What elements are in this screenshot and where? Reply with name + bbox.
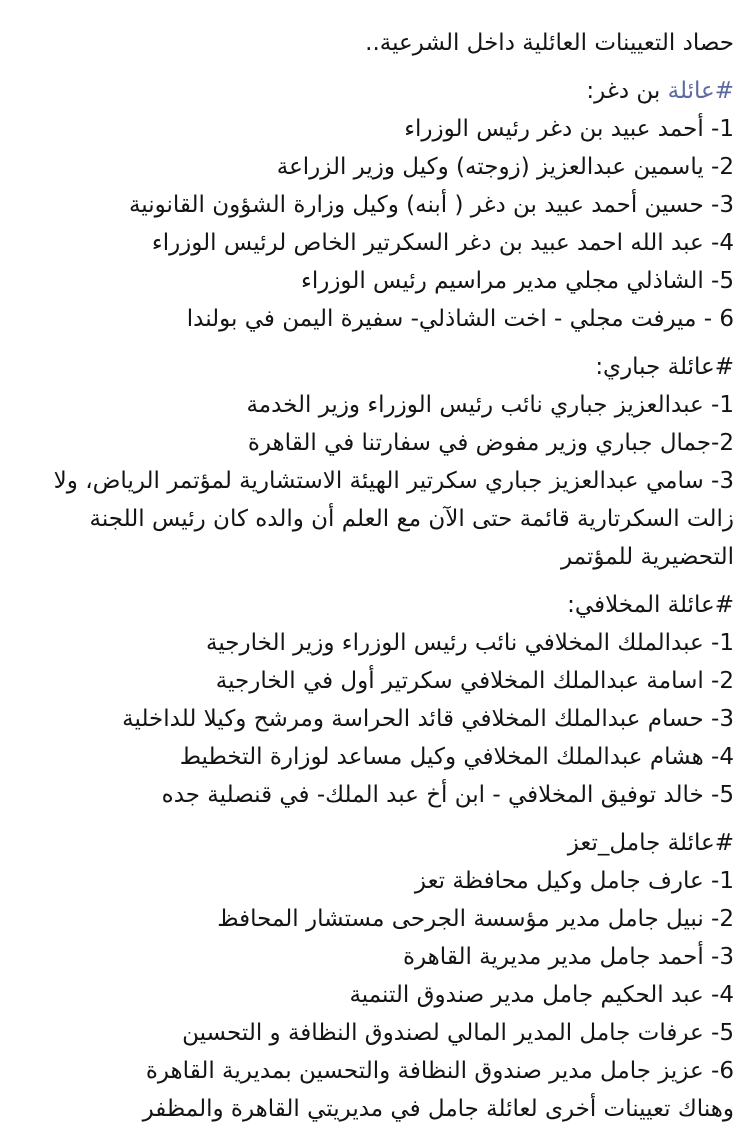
section-jamel-taiz — [12, 824, 734, 1128]
list-item: 1- عارف جامل وكيل محافظة تعز — [414, 868, 734, 894]
list-item: 3- حسام عبدالملك المخلافي قائد الحراسة ومرشح وكيلا للداخلية — [122, 706, 734, 732]
list-item: 4- هشام عبدالملك المخلافي وكيل مساعد لوزارة التخطيط — [179, 744, 734, 770]
intro-line: حصاد التعيينات العائلية داخل الشرعية.. — [365, 30, 734, 56]
section-bin-daghr — [12, 72, 734, 338]
list-item: 1- أحمد عبيد بن دغر رئيس الوزراء — [404, 116, 734, 142]
list-item: 5- خالد توفيق المخلافي - ابن أخ عبد الملك- في قنصلية جده — [161, 782, 734, 808]
list-item: وهناك تعيينات أخرى لعائلة جامل في مديريتي القاهرة والمظفر — [142, 1096, 734, 1122]
list-item: 5- عرفات جامل المدير المالي لصندوق النظافة و التحسين — [182, 1020, 734, 1046]
list-item: 4- عبد الحكيم جامل مدير صندوق التنمية — [349, 982, 734, 1008]
list-item: 2- اسامة عبدالملك المخلافي سكرتير أول في الخارجية — [215, 668, 734, 694]
list-item: 2- ياسمين عبدالعزيز (زوجته) وكيل وزير الزراعة — [276, 154, 734, 180]
list-item: 6 - ميرفت مجلي - اخت الشاذلي- سفيرة اليمن في بولندا — [186, 306, 734, 332]
list-item: 1- عبدالعزيز جباري نائب رئيس الوزراء وزير الخدمة — [246, 392, 734, 418]
section-heading: #عائلة جباري: — [595, 354, 734, 380]
list-item: 2- نبيل جامل مدير مؤسسة الجرحى مستشار المحافظ — [217, 906, 734, 932]
list-item: 3- حسين أحمد عبيد بن دغر ( أبنه) وكيل وزارة الشؤون القانونية — [128, 192, 734, 218]
section-heading: #عائلة جامل_تعز — [567, 830, 734, 856]
list-item: 3- سامي عبدالعزيز جباري سكرتير الهيئة الاستشارية لمؤتمر الرياض، ولا زالت السكرتارية قائمة حتى الآن مع العلم أن والده كان رئيس اللجنة التحضيرية للمؤتمر — [53, 468, 734, 570]
section-heading: #عائلة المخلافي: — [567, 592, 734, 618]
list-item: 6- عزيز جامل مدير صندوق النظافة والتحسين بمديرية القاهرة — [145, 1058, 734, 1084]
list-item: 5- الشاذلي مجلي مدير مراسيم رئيس الوزراء — [301, 268, 734, 294]
section-heading-rest: بن دغر: — [586, 78, 668, 104]
list-item: 3- أحمد جامل مدير مديرية القاهرة — [402, 944, 734, 970]
hashtag-link[interactable]: #عائلة — [667, 78, 734, 104]
section-heading — [12, 72, 734, 110]
list-item: 1- عبدالملك المخلافي نائب رئيس الوزراء وزير الخارجية — [206, 630, 734, 656]
section-jabbari — [12, 348, 734, 576]
list-item: 2-جمال جباري وزير مفوض في سفارتنا في القاهرة — [247, 430, 734, 456]
section-mekhlafi — [12, 586, 734, 814]
list-item: 4- عبد الله احمد عبيد بن دغر السكرتير الخاص لرئيس الوزراء — [151, 230, 734, 256]
